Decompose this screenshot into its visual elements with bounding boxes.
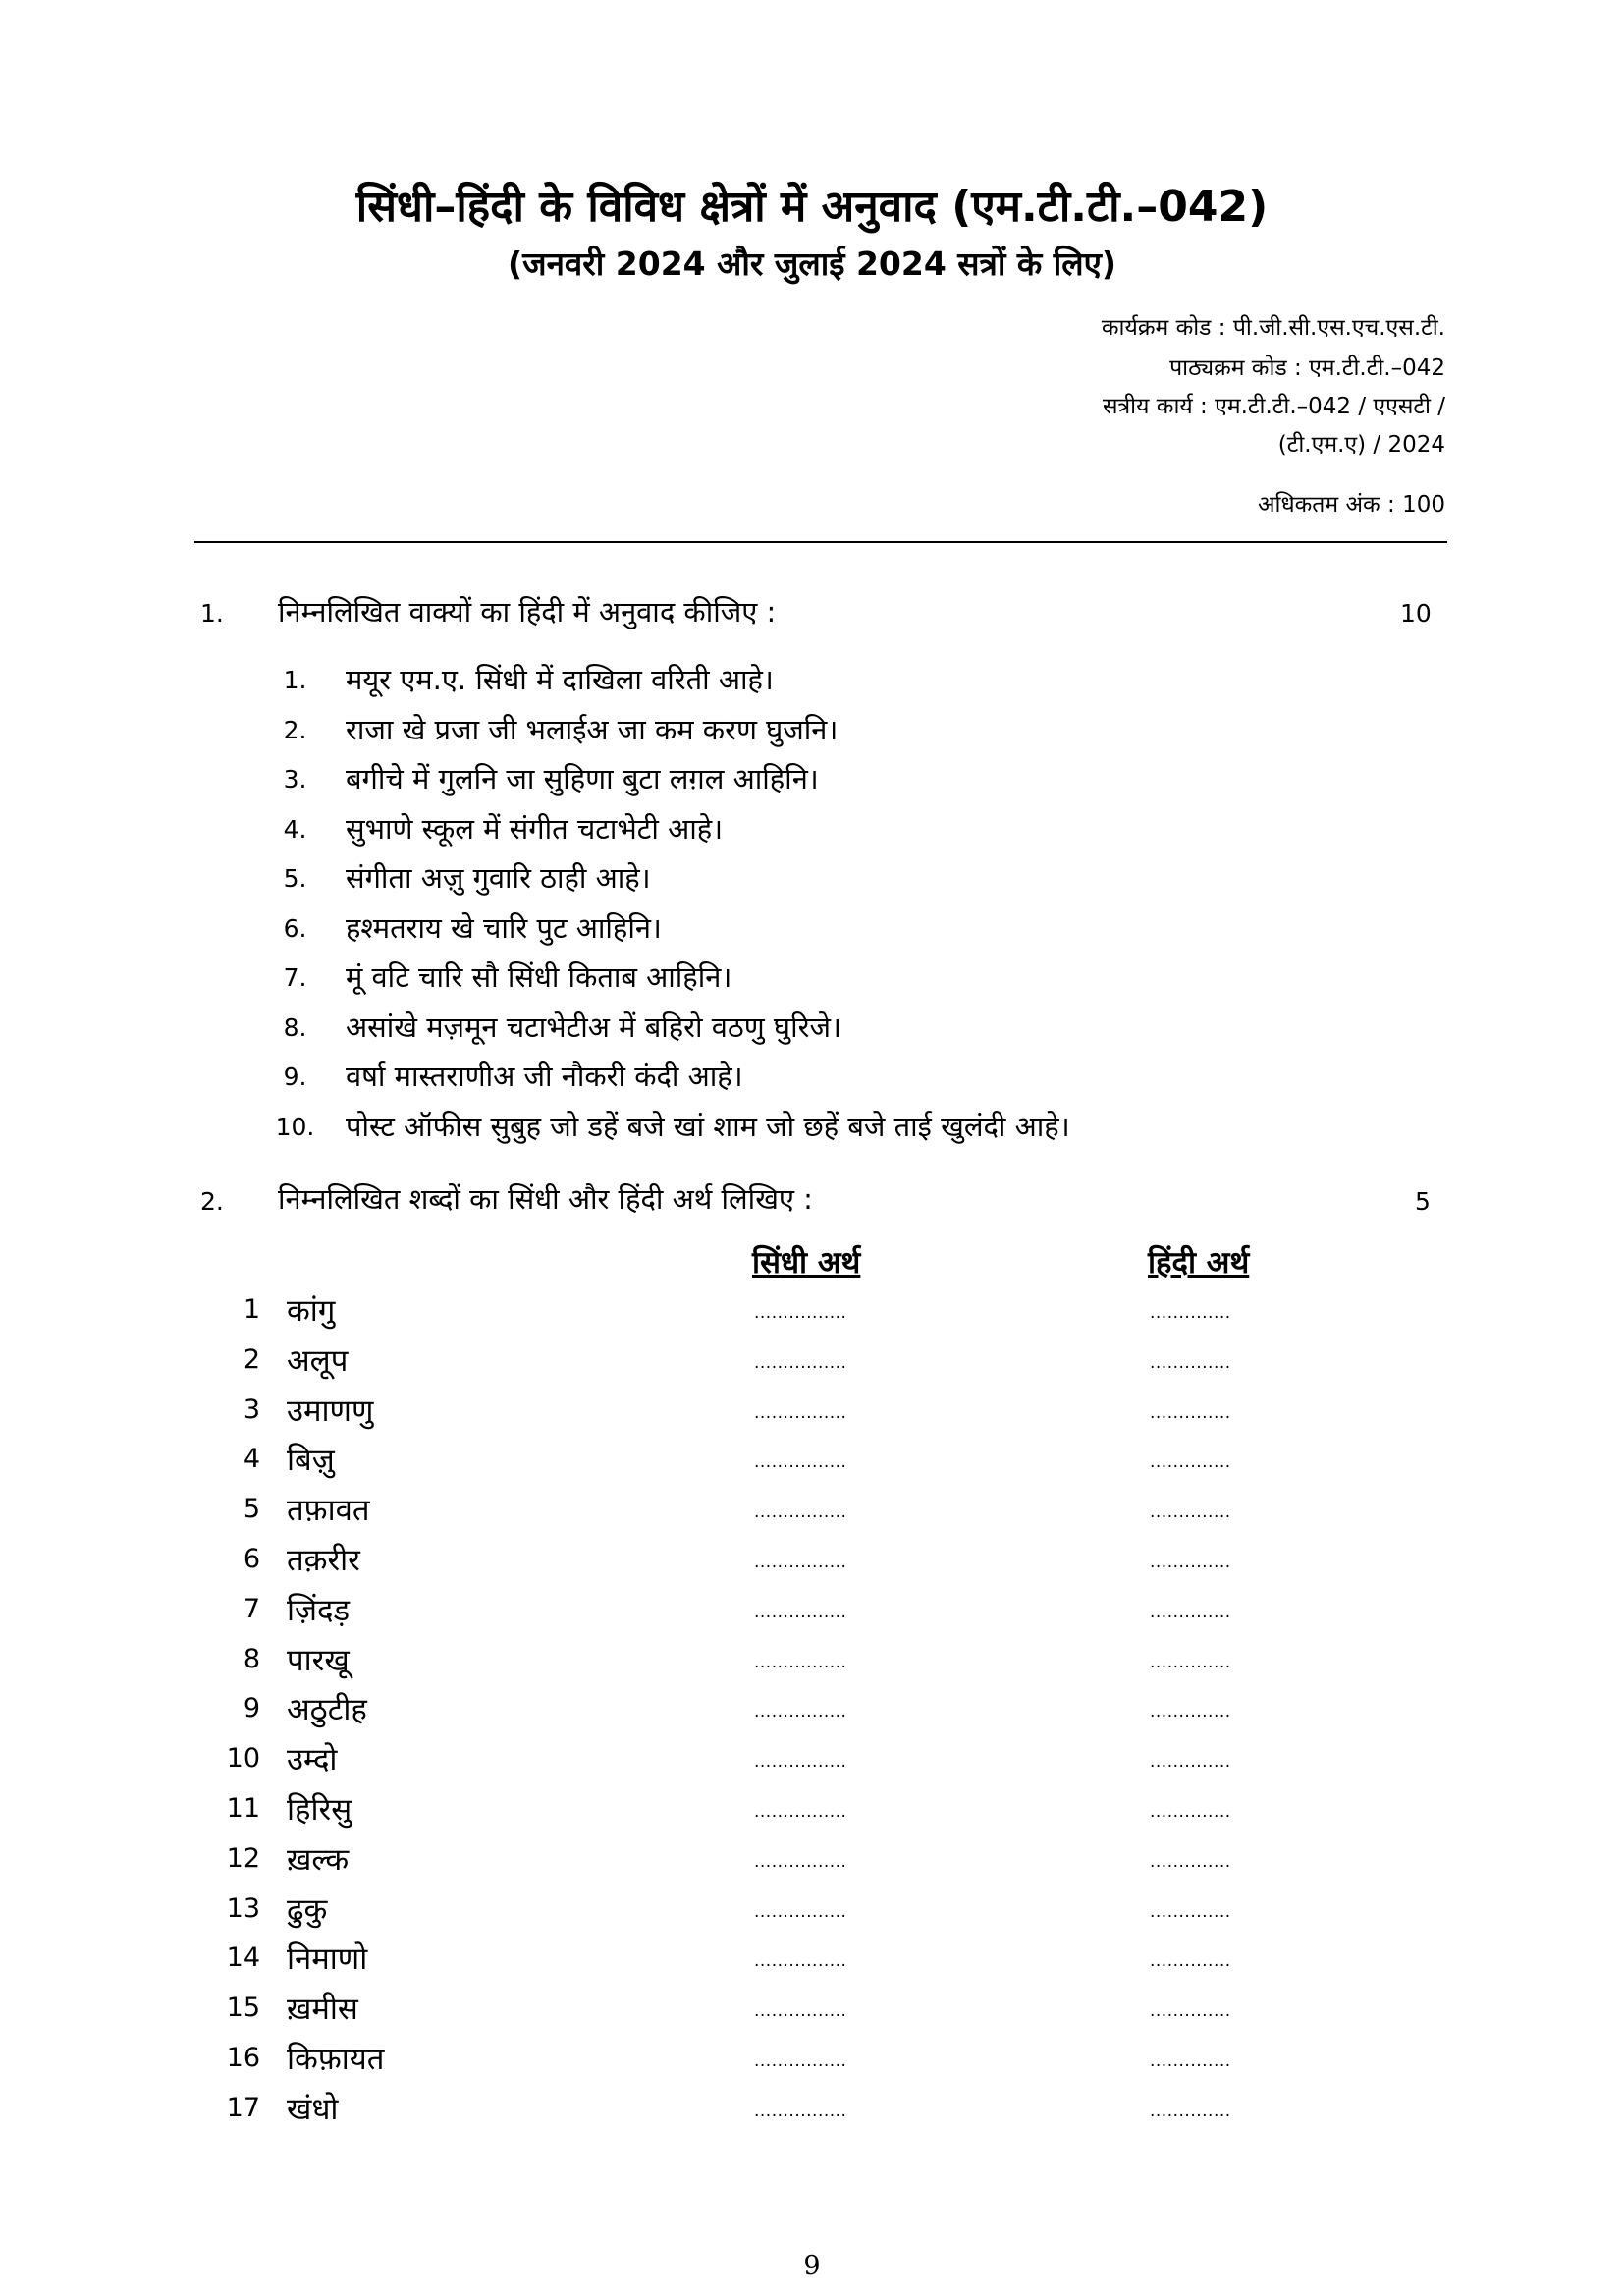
- assignment-code-line1: सत्रीय कार्य : एम.टी.टी.–042 / एएसटी /: [1102, 394, 1445, 419]
- sindhi-meaning-blank: ................: [754, 1901, 847, 1922]
- word-number: 10: [226, 1743, 260, 1775]
- sentence-text: सुभाणे स्कूल में संगीत चटाभेटी आहे।: [346, 811, 724, 846]
- sentence-text: मूं वटि चारि सौ सिंधी किताब आहिनि।: [346, 960, 732, 994]
- word-number: 6: [243, 1544, 260, 1574]
- sentence-text: वर्षा मास्तराणीअ जी नौकरी कंदी आहे।: [346, 1060, 743, 1093]
- sindhi-meaning-blank: ................: [754, 1452, 847, 1473]
- word-number: 14: [226, 1942, 260, 1974]
- sindhi-meaning-blank: ................: [754, 2051, 847, 2071]
- sentence-number: 10.: [275, 1112, 315, 1141]
- word-number: 5: [243, 1494, 260, 1525]
- word-number: 15: [226, 1993, 260, 2024]
- sindhi-meaning-blank: ................: [754, 1602, 847, 1622]
- page-subtitle: (जनवरी 2024 और जुलाई 2024 सत्रों के लिए): [508, 245, 1116, 283]
- word-number: 7: [243, 1593, 260, 1624]
- sindhi-meaning-blank: ................: [754, 1702, 847, 1722]
- max-marks: अधिकतम अंक : 100: [1257, 492, 1445, 518]
- word-text: उमाणणु: [287, 1393, 374, 1429]
- column-header-sindhi-meaning: सिंधी अर्थ: [752, 1245, 861, 1281]
- word-text: कांगु: [287, 1293, 336, 1329]
- word-text: ढुकु: [287, 1891, 328, 1928]
- sindhi-meaning-blank: ................: [754, 2101, 847, 2121]
- word-text: खंधो: [287, 2091, 339, 2127]
- hindi-meaning-blank: ..............: [1150, 1851, 1231, 1872]
- sentence-number: 1.: [283, 666, 307, 694]
- hindi-meaning-blank: ..............: [1150, 1303, 1231, 1323]
- word-number: 4: [243, 1444, 260, 1475]
- question-2-number: 2.: [200, 1187, 224, 1216]
- page-number: 9: [803, 2251, 821, 2281]
- word-text: ख़मीस: [287, 1992, 358, 2028]
- sentence-text: मयूर एम.ए. सिंधी में दाखिला वरिती आहे।: [346, 663, 774, 696]
- sindhi-meaning-blank: ................: [754, 1652, 847, 1672]
- word-number: 3: [243, 1394, 260, 1425]
- question-2-marks: 5: [1415, 1187, 1431, 1216]
- sindhi-meaning-blank: ................: [754, 1951, 847, 1972]
- sentence-number: 5.: [283, 864, 307, 893]
- hindi-meaning-blank: ..............: [1150, 1602, 1231, 1622]
- sindhi-meaning-blank: ................: [754, 2001, 847, 2022]
- sentence-number: 6.: [283, 913, 307, 943]
- sindhi-meaning-blank: ................: [754, 1851, 847, 1872]
- sindhi-meaning-blank: ................: [754, 1303, 847, 1323]
- word-text: अठुटीह: [287, 1692, 367, 1728]
- page-title: सिंधी–हिंदी के विविध क्षेत्रों में अनुवाद (एम.टी.टी.–042): [355, 182, 1269, 232]
- word-number: 8: [243, 1643, 260, 1674]
- header-divider: [194, 541, 1447, 543]
- word-text: उम्दो: [287, 1742, 338, 1778]
- sentence-number: 7.: [283, 963, 307, 992]
- hindi-meaning-blank: ..............: [1150, 2001, 1231, 2022]
- hindi-meaning-blank: ..............: [1150, 2101, 1231, 2121]
- word-number: 17: [226, 2092, 260, 2123]
- course-code: पाठ्यक्रम कोड : एम.टी.टी.–042: [1169, 355, 1445, 381]
- word-number: 11: [226, 1793, 260, 1824]
- sindhi-meaning-blank: ................: [754, 1402, 847, 1423]
- question-2-text: निम्नलिखित शब्दों का सिंधी और हिंदी अर्थ लिखिए :: [278, 1182, 813, 1216]
- word-text: ख़ल्क: [287, 1841, 350, 1878]
- word-number: 2: [243, 1343, 260, 1375]
- word-number: 1: [243, 1294, 260, 1325]
- sentence-text: असांखे मज़मून चटाभेटीअ में बहिरो वठणु घुरिजे।: [346, 1010, 841, 1044]
- question-1-marks: 10: [1400, 599, 1432, 628]
- question-1-text: निम्नलिखित वाक्यों का हिंदी में अनुवाद कीजिए :: [278, 595, 777, 629]
- sentence-text: राजा खे प्रजा जी भलाईअ जा कम करण घुजनि।: [346, 712, 839, 746]
- sindhi-meaning-blank: ................: [754, 1553, 847, 1572]
- word-number: 9: [243, 1693, 260, 1724]
- sentence-number: 3.: [283, 765, 307, 793]
- sindhi-meaning-blank: ................: [754, 1802, 847, 1822]
- hindi-meaning-blank: ..............: [1150, 1901, 1231, 1922]
- hindi-meaning-blank: ..............: [1150, 1951, 1231, 1972]
- sindhi-meaning-blank: ................: [754, 1352, 847, 1373]
- word-text: किफ़ायत: [287, 2042, 385, 2077]
- hindi-meaning-blank: ..............: [1150, 1402, 1231, 1423]
- sentence-number: 2.: [283, 715, 307, 744]
- hindi-meaning-blank: ..............: [1150, 1352, 1231, 1373]
- hindi-meaning-blank: ..............: [1150, 1802, 1231, 1822]
- sindhi-meaning-blank: ................: [754, 1503, 847, 1523]
- hindi-meaning-blank: ..............: [1150, 1503, 1231, 1523]
- word-text: ज़िंदड़: [287, 1592, 351, 1628]
- word-text: तक़रीर: [287, 1543, 360, 1578]
- question-1-number: 1.: [200, 599, 224, 628]
- program-code: कार्यक्रम कोड : पी.जी.सी.एस.एच.एस.टी.: [1101, 315, 1445, 341]
- hindi-meaning-blank: ..............: [1150, 1652, 1231, 1672]
- column-header-hindi-meaning: हिंदी अर्थ: [1148, 1245, 1250, 1281]
- hindi-meaning-blank: ..............: [1150, 1452, 1231, 1473]
- word-number: 12: [226, 1842, 260, 1874]
- word-number: 13: [226, 1892, 260, 1924]
- hindi-meaning-blank: ..............: [1150, 1553, 1231, 1572]
- word-text: बिज़ु: [287, 1443, 335, 1479]
- sentence-number: 9.: [283, 1063, 307, 1091]
- hindi-meaning-blank: ..............: [1150, 2051, 1231, 2071]
- hindi-meaning-blank: ..............: [1150, 1702, 1231, 1722]
- hindi-meaning-blank: ..............: [1150, 1752, 1231, 1773]
- sindhi-meaning-blank: ................: [754, 1752, 847, 1773]
- sentence-text: हश्मतराय खे चारि पुट आहिनि।: [346, 910, 662, 945]
- word-number: 16: [226, 2043, 260, 2073]
- word-text: पारखू: [287, 1642, 350, 1678]
- sentence-text: पोस्ट ऑफीस सुबुह जो डहें बजे खां शाम जो छहें बजे ताई खुलंदी आहे।: [346, 1109, 1070, 1143]
- sentence-text: बगीचे में गुलनि जा सुहिणा बुटा लग़ल आहिनि।: [346, 762, 819, 795]
- word-text: अलूप: [287, 1342, 349, 1379]
- assignment-code-line2: (टी.एम.ए) / 2024: [1277, 432, 1445, 458]
- sentence-number: 8.: [283, 1012, 307, 1042]
- word-text: तफ़ावत: [287, 1493, 370, 1529]
- sentence-number: 4.: [283, 814, 307, 844]
- word-text: हिरिसु: [287, 1792, 352, 1828]
- word-text: निमाणो: [287, 1941, 368, 1978]
- sentence-text: संगीता अज़ु गुवारि ठाही आहे।: [346, 861, 651, 895]
